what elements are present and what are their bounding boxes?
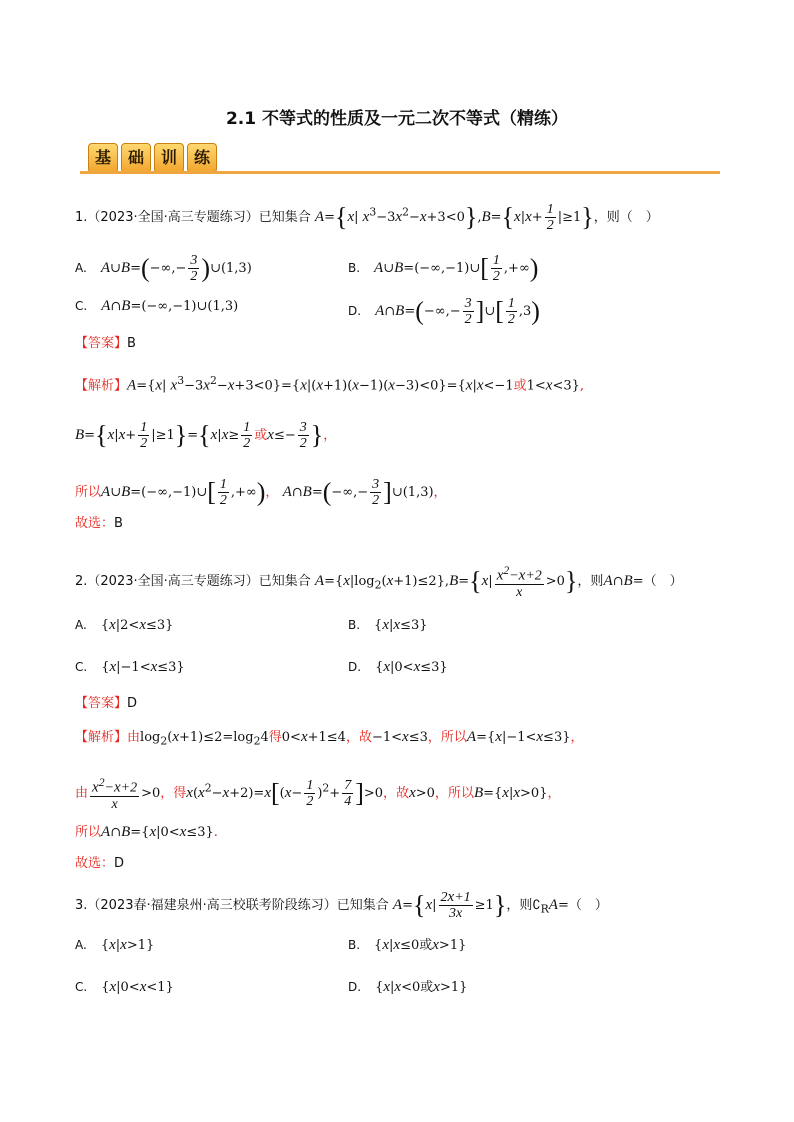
banner-char: 基 xyxy=(88,143,118,173)
q2-conclusion: 故选：D xyxy=(75,856,125,871)
q1-analysis-1: 【解析】A={x| $x^3-3x^2-x+3<0\}=\{x|(x+1)(x-1)(x-3)<0\}=\{x|x<-1$或1<x<3}, xyxy=(75,374,585,394)
q3-stem: 3.（2023春·福建泉州·高三校联考阶段练习）已知集合 A={x| $\frac{2x+1}{3x}$ ≥1}，则$∁_RA=$（ ） xyxy=(75,889,608,921)
q2-option-c[interactable]: C. {x|−1<x≤3} xyxy=(75,659,185,675)
q1-conclusion: 故选：B xyxy=(75,516,123,531)
banner-char: 训 xyxy=(154,143,184,173)
q3-option-d[interactable]: D. {x|x<0或x>1} xyxy=(348,979,468,995)
page-title: 2.1 不等式的性质及一元二次不等式（精练） xyxy=(225,109,569,129)
banner-char: 练 xyxy=(187,143,217,173)
q1-option-a[interactable]: A. A∪B=(−∞,− $\frac{3}{2}$ )∪(1,3) xyxy=(75,253,252,284)
section-banner xyxy=(88,143,220,173)
q1-option-b[interactable]: B. A∪B=(−∞,−1)∪[ $\frac{1}{2}$ ,+∞) xyxy=(348,253,539,284)
q2-option-d[interactable]: D. {x|0<x≤3} xyxy=(348,659,448,675)
q1-stem: 1.（2023·全国·高三专题练习）已知集合 A={x| $x^3-3x^2-x+3<0\},B=\{x|x+$ $\frac{1}{2}$ |≥1}，则（ ） xyxy=(75,202,659,233)
section-rule xyxy=(80,171,720,174)
q2-option-b[interactable]: B. {x|x≤3} xyxy=(348,617,428,633)
q2-stem: 2.（2023·全国·高三专题练习）已知集合 $A=\{x|\log_2(x+1)\le 2\},B=\{x|$ $\frac{x^2-x+2}{x}$ >0}，则A∩B=（ ） xyxy=(75,564,683,600)
q2-option-a[interactable]: A. {x|2<x≤3} xyxy=(75,617,174,633)
q2-analysis-2: 由 $\frac{x^2-x+2}{x}$ >0，得$x(x^2-x+2)=x[(x-$ $\frac{1}{2}$ )$^2$+ $\frac{7}{4}$ ]>0，故x>0，所以B={x|x>0}， xyxy=(75,776,561,812)
q2-analysis-3: 所以A∩B={x|0<x≤3}. xyxy=(75,824,218,840)
q3-option-a[interactable]: A. {x|x>1} xyxy=(75,937,155,953)
q1-analysis-2: B={x|x+ $\frac{1}{2}$ |≥1}={x|x≥ $\frac{1}{2}$ 或x≤− $\frac{3}{2}$ }， xyxy=(75,420,337,451)
q3-option-c[interactable]: C. {x|0<x<1} xyxy=(75,979,174,995)
banner-char: 础 xyxy=(121,143,151,173)
q3-option-b[interactable]: B. {x|x≤0或x>1} xyxy=(348,937,467,953)
q1-option-d[interactable]: D. A∩B=(−∞,− $\frac{3}{2}$ ]∪[ $\frac{1}{2}$ ,3) xyxy=(348,296,540,327)
q1-analysis-3: 所以A∪B=(−∞,−1)∪[ $\frac{1}{2}$ ,+∞)， A∩B=(−∞,− $\frac{3}{2}$ ]∪(1,3)， xyxy=(75,477,447,508)
q2-analysis-1: 【解析】由$\log_2(x+1)\le 2=\log_24$得0<x+1≤4，故−1<x≤3，所以A={x|−1<x≤3}， xyxy=(75,729,584,748)
q2-answer: 【答案】D xyxy=(75,696,138,711)
q1-answer: 【答案】B xyxy=(75,336,136,351)
q1-option-c[interactable]: C. A∩B=(−∞,−1)∪(1,3) xyxy=(75,298,239,314)
